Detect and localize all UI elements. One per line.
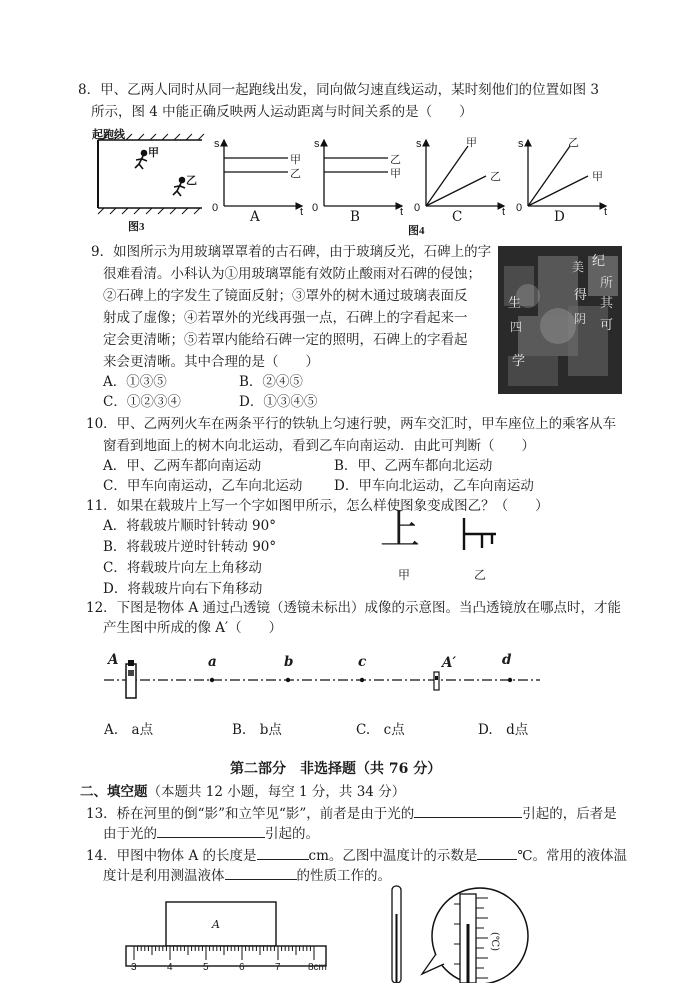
graph-a-origin: 0	[212, 202, 219, 214]
start-line-label: 起跑线	[92, 129, 125, 141]
q9-option-d: D．①③④⑤	[239, 394, 318, 410]
q12-line-1: 12．下图是物体 A 通过凸透镜（透镜未标出）成像的示意图。当凸透镜放在哪点时，才能	[86, 600, 622, 616]
runner-yi-label: 乙	[186, 175, 197, 187]
q13-line-2	[103, 822, 319, 842]
q9-line-6: 来会更清晰。其中合理的是（ ）	[103, 354, 319, 370]
point-object-a: A	[108, 652, 119, 668]
q12-option-a: A. a点	[104, 722, 154, 738]
point-b: b	[284, 654, 294, 670]
q12-option-b: B. b点	[232, 722, 282, 738]
stone-char-6: 可	[600, 318, 614, 333]
graph-d-axis-t: t	[604, 206, 608, 218]
lens-diagram	[104, 650, 544, 706]
section-2-header	[80, 780, 405, 800]
q14-blank-length[interactable]	[257, 845, 309, 860]
q9-option-a: A．①③⑤	[103, 374, 167, 390]
graph-a-axis-t: t	[300, 206, 304, 218]
q13-line-1	[86, 802, 617, 822]
graph-d-letter: D	[554, 209, 565, 225]
q14-blank-temperature[interactable]	[477, 845, 517, 860]
q13-text-1a: 13．桥在河里的倒“影”和立竿见“影”，前者是由于光的	[86, 806, 415, 822]
graph-b-axis-s: s	[314, 138, 320, 150]
graph-c-axis-t: t	[502, 206, 506, 218]
graph-c-axis-s: s	[416, 138, 422, 150]
graph-c-origin: 0	[414, 202, 421, 214]
graph-c-letter: C	[452, 209, 463, 225]
q9-line-2: 很难看清。小科认为①用玻璃罩能有效防止酸雨对石碑的侵蚀；	[103, 266, 481, 282]
section-2-note: （本题共 12 小题，每空 1 分，共 34 分）	[147, 784, 406, 800]
point-a: a	[208, 654, 217, 670]
q11-line-1: 11．如果在载玻片上写一个字如图甲所示，怎么样使图象变成图乙？（ ）	[86, 498, 549, 514]
ruler-tick-3: 3	[131, 962, 137, 973]
thermometer-diagram	[384, 884, 544, 983]
q9-line-3: ②石碑上的字发生了镜面反射；③罩外的树木通过玻璃表面反	[103, 288, 468, 304]
point-image-a-prime: A′	[442, 655, 457, 671]
q11-option-b: B．将载玻片逆时针转动 90°	[103, 539, 277, 555]
runner-jia-label: 甲	[148, 147, 159, 159]
q14-text-2a: 度计是利用测温液体	[103, 868, 225, 884]
slide-label-jia: 甲	[398, 568, 411, 582]
figure-4-caption: 图4	[408, 225, 425, 237]
q14-blank-property[interactable]	[225, 865, 297, 880]
q9-line-4: 射成了虚像；④若罩外的光线再强一点，石碑上的字看起来一	[103, 310, 468, 326]
q10-option-d: D．甲车向北运动，乙车向南运动	[334, 478, 534, 494]
section-2-title: 二、填空题	[80, 784, 148, 800]
q10-option-c: C．甲车向南运动，乙车向北运动	[103, 478, 303, 494]
stone-char-9: 四	[510, 320, 523, 334]
figure-3-caption: 图3	[128, 221, 145, 233]
q12-option-c: C. c点	[356, 722, 405, 738]
q9-line-1: 9．如图所示为用玻璃罩罩着的古石碑，由于玻璃反光，石碑上的字	[91, 244, 492, 260]
stone-char-7: 阴	[574, 312, 587, 326]
q10-line-1: 10．甲、乙两列火车在两条平行的铁轨上匀速行驶，两车交汇时，甲车座位上的乘客从车	[86, 416, 617, 432]
q8-line-2: 所示，图 4 中能正确反映两人运动距离与时间关系的是（ ）	[91, 104, 473, 120]
q10-line-2: 窗看到地面上的树木向北运动，看到乙车向南运动．由此可判断（ ）	[103, 438, 535, 454]
stone-char-10: 生	[508, 296, 522, 311]
graph-a-axis-s: s	[214, 138, 220, 150]
ruler-tick-6: 6	[239, 962, 245, 973]
runner-jia-icon	[135, 151, 147, 170]
q13-text-2b: 引起的。	[265, 826, 319, 842]
ruler-tick-7: 7	[275, 962, 281, 973]
q10-option-b: B．甲、乙两车都向北运动	[334, 458, 493, 474]
q13-text-2a: 由于光的	[103, 826, 157, 842]
graph-c-jia: 甲	[466, 137, 477, 149]
q14-text-2b: 的性质工作的。	[296, 868, 391, 884]
stone-char-3: 所	[600, 276, 614, 291]
q14-text-1b: cm。乙图中温度计的示数是	[308, 848, 478, 864]
q14-line-2	[103, 864, 391, 884]
stone-char-8: 学	[512, 354, 526, 369]
slide-label-yi: 乙	[474, 568, 487, 582]
graph-a-letter: A	[250, 209, 260, 225]
point-d: d	[502, 652, 512, 668]
q11-option-c: C．将载玻片向左上角移动	[103, 560, 262, 576]
graph-a-jia: 甲	[290, 154, 301, 166]
q14-text-1c: ℃。常用的液体温	[517, 848, 627, 864]
ruler-tick-5: 5	[203, 962, 209, 973]
part-2-title: 第二部分 非选择题（共 76 分）	[230, 761, 442, 777]
q11-option-d: D．将载玻片向右下角移动	[103, 581, 263, 597]
slide-char-jia: 上	[380, 507, 420, 553]
slide-char-yi-rotated	[458, 514, 502, 554]
runner-yi-icon	[173, 178, 185, 197]
thermometer-unit: (℃)	[489, 932, 500, 951]
q13-text-1b: 引起的，后者是	[522, 806, 617, 822]
point-c: c	[358, 654, 367, 670]
q11-option-a: A．将载玻片顺时针转动 90°	[103, 518, 276, 534]
q14-line-1	[86, 844, 627, 864]
ruler-tick-8cm: 8cm	[308, 962, 327, 973]
ruler-tick-4: 4	[167, 962, 173, 973]
stone-char-2: 美	[572, 260, 585, 274]
stone-char-5: 其	[600, 296, 614, 311]
q9-line-5: 定会更清晰；⑤若罩内能给石碑一定的照明，石碑上的字看起	[103, 332, 468, 348]
stone-char-1: 纪	[592, 254, 606, 269]
graph-b-origin: 0	[312, 202, 319, 214]
ruler-diagram	[124, 900, 334, 980]
q13-blank-1[interactable]	[414, 803, 522, 818]
graph-b-axis-t: t	[400, 206, 404, 218]
block-a-label: A	[212, 918, 220, 931]
q9-option-b: B．②④⑤	[239, 374, 303, 390]
graph-b-letter: B	[350, 209, 360, 225]
q13-blank-2[interactable]	[157, 823, 265, 838]
graph-a-yi: 乙	[290, 168, 301, 180]
graph-c-yi: 乙	[490, 171, 501, 183]
q10-option-a: A．甲、乙两车都向南运动	[103, 458, 262, 474]
q9-option-c: C．①②③④	[103, 394, 181, 410]
graph-b-yi: 乙	[390, 154, 401, 166]
graph-d-yi: 乙	[568, 137, 579, 149]
graph-d-origin: 0	[516, 202, 523, 214]
q12-line-2: 产生图中所成的像 A′（ ）	[103, 620, 283, 636]
q8-line-1: 8．甲、乙两人同时从同一起跑线出发，同向做匀速直线运动，某时刻他们的位置如图 3	[78, 82, 599, 98]
stone-char-4: 得	[574, 288, 588, 303]
q14-text-1a: 14．甲图中物体 A 的长度是	[86, 848, 257, 864]
graph-d-jia: 甲	[592, 171, 603, 183]
graph-d-axis-s: s	[518, 138, 524, 150]
q12-option-d: D. d点	[478, 722, 529, 738]
graph-b-jia: 甲	[390, 168, 401, 180]
